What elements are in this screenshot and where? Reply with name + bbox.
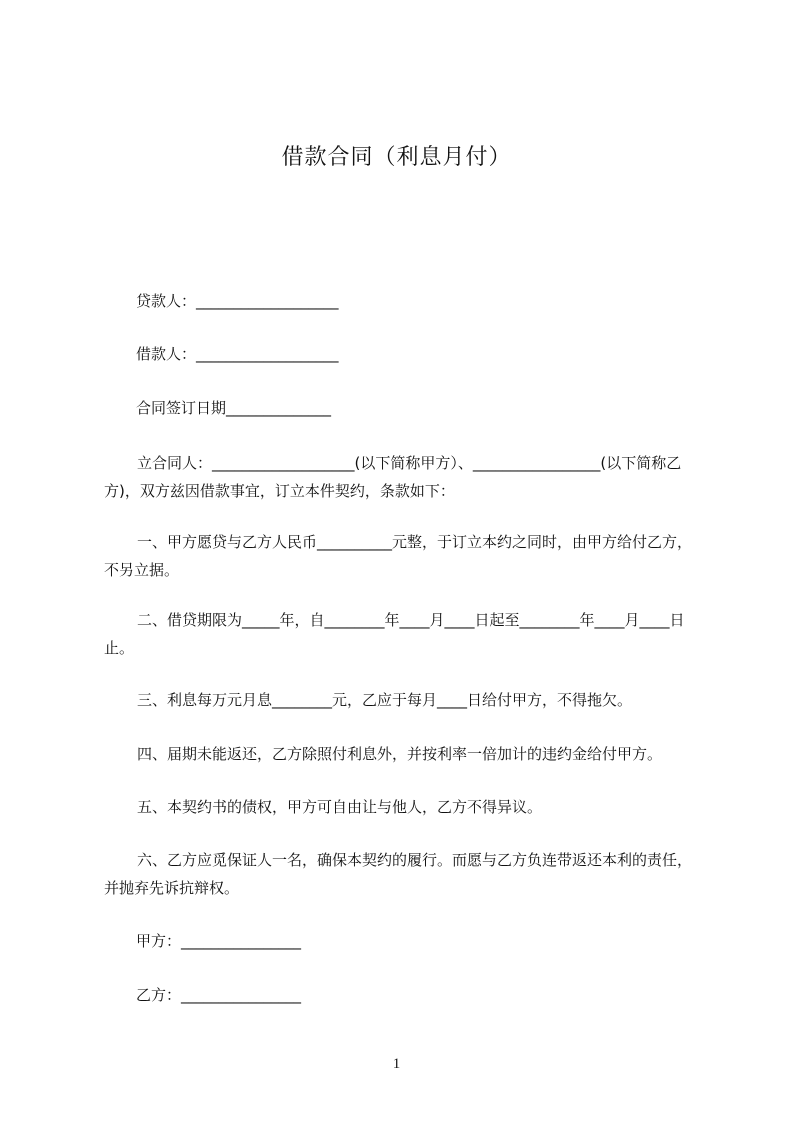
sign-date-field: 合同签订日期______________ <box>136 399 332 417</box>
party-a-signature: 甲方：________________ <box>136 932 302 950</box>
lender-field: 贷款人：___________________ <box>136 292 339 310</box>
party-b-signature: 乙方：________________ <box>136 986 302 1004</box>
clause-6: 六、乙方应觅保证人一名，确保本契约的履行。而愿与乙方负连带返还本利的责任，并抛弃先诉抗辩权。 <box>104 851 693 897</box>
clause-3: 三、利息每万元月息________元，乙应于每月____日给付甲方，不得拖欠。 <box>137 691 633 709</box>
clause-5: 五、本契约书的债权，甲方可自由让与他人，乙方不得异议。 <box>137 798 543 816</box>
clause-4: 四、届期未能返还，乙方除照付利息外，并按利率一倍加计的违约金给付甲方。 <box>137 745 663 763</box>
clause-1: 一、甲方愿贷与乙方人民币__________元整，于订立本约之同时，由甲方给付乙方，不另立据。 <box>104 533 693 579</box>
borrower-field: 借款人：___________________ <box>136 345 339 363</box>
parties-paragraph: 立合同人：___________________(以下简称甲方）、_________________(以下简称乙方)，双方兹因借款事宜，订立本件契约，条款如下： <box>104 454 682 500</box>
page-number: 1 <box>392 1056 401 1072</box>
clause-2: 二、借贷期限为_____年，自________年____月____日起至________年____月____日止。 <box>104 611 685 657</box>
document-title: 借款合同（利息月付） <box>281 145 512 170</box>
